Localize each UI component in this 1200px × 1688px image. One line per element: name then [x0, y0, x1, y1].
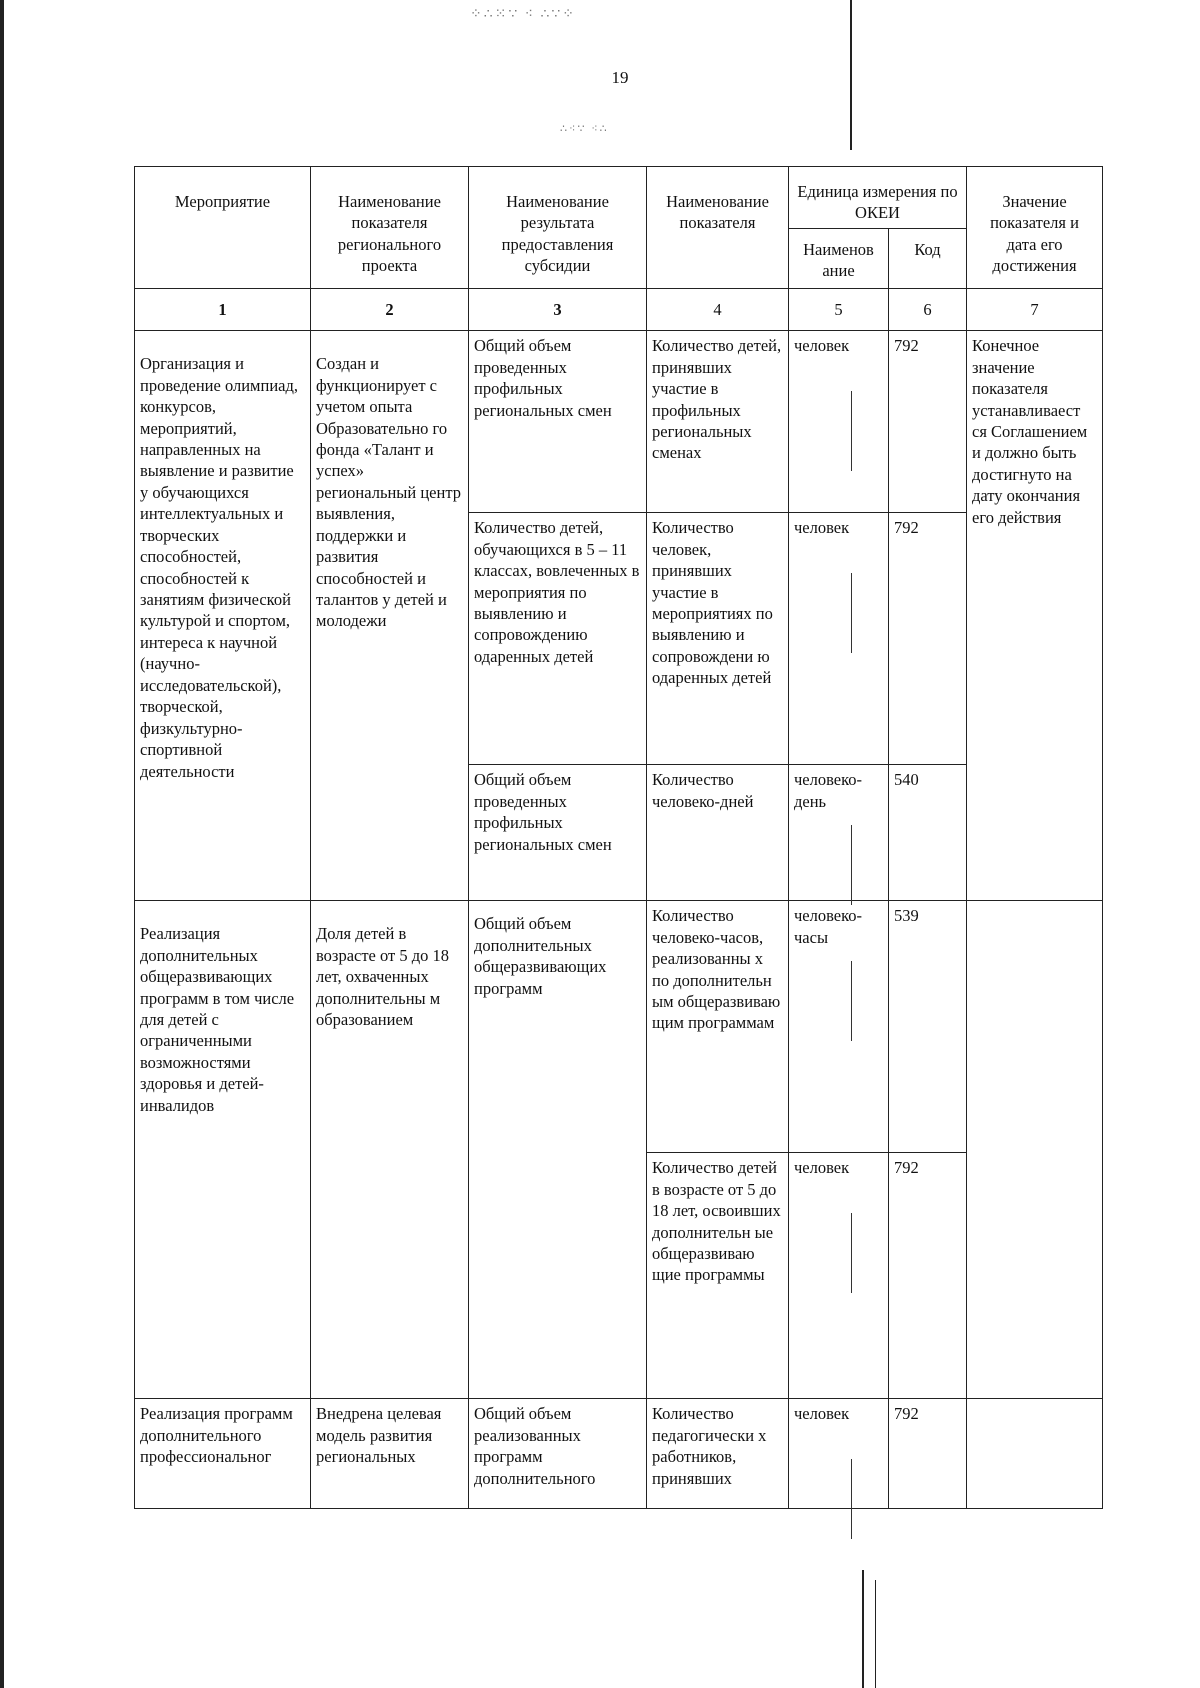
column-number: 4 [647, 288, 789, 330]
header-indicator-name: Наименование показателя [647, 167, 789, 289]
header-value-date: Значение показателя и дата его достижения [967, 167, 1103, 289]
unit-cell: человек [789, 331, 889, 513]
column-number: 3 [469, 288, 647, 330]
header-subsidy-result: Наименование результата предоставления субсидии [469, 167, 647, 289]
unit-cell: человек [789, 513, 889, 765]
column-number: 5 [789, 288, 889, 330]
unit-cell: человеко-часы [789, 901, 889, 1153]
header-event: Мероприятие [135, 167, 311, 289]
measure-cell: Количество детей в возрасте от 5 до 18 лет, освоивших дополнительн ые общеразвиваю щие программы [647, 1153, 789, 1399]
table-row [135, 331, 1103, 513]
code-cell: 792 [889, 513, 967, 765]
code-cell: 792 [889, 1153, 967, 1399]
header-unit-name: Наименов ание [789, 228, 889, 288]
measure-cell: Количество человеко-часов, реализованны х по дополнительн ым общеразвиваю щим программам [647, 901, 789, 1153]
scan-noise-mid: ∴⁖∵ ⁖∴ [560, 123, 609, 135]
scan-line-bottom-right-2 [875, 1580, 876, 1688]
column-number-row [135, 288, 1103, 330]
regional-indicator-cell: Доля детей в возрасте от 5 до 18 лет, охваченных дополнительны м образованием [311, 901, 469, 1399]
result-cell: Количество детей, обучающихся в 5 – 11 классах, вовлеченных в мероприятия по выявлению и сопровождению одаренных детей [469, 513, 647, 765]
event-cell: Реализация программ дополнительного профессиональног [135, 1399, 311, 1509]
header-unit-code: Код [889, 228, 967, 288]
table-row [135, 1399, 1103, 1509]
measure-cell: Количество детей, принявших участие в профильных региональных сменах [647, 331, 789, 513]
column-number: 6 [889, 288, 967, 330]
table-row [135, 901, 1103, 1153]
unit-cell: человек [789, 1153, 889, 1399]
page-number: 19 [611, 68, 629, 87]
code-cell: 539 [889, 901, 967, 1153]
unit-cell: человеко-день [789, 765, 889, 901]
code-cell: 792 [889, 331, 967, 513]
subsidy-table [134, 166, 1103, 1509]
code-cell: 540 [889, 765, 967, 901]
value-date-cell-empty [967, 1399, 1103, 1509]
header-okei-unit: Единица измерения по ОКЕИ [789, 167, 967, 229]
result-cell: Общий объем реализованных программ дополнительного [469, 1399, 647, 1509]
regional-indicator-cell: Создан и функционирует с учетом опыта Образовательно го фонда «Талант и успех» региональный центр выявления, поддержки и развития способностей и талантов у детей и молодежи [311, 331, 469, 901]
column-number: 2 [311, 288, 469, 330]
scan-line-bottom-right [862, 1570, 864, 1688]
header-regional-indicator: Наименование показателя регионального проекта [311, 167, 469, 289]
measure-cell: Количество человеко-дней [647, 765, 789, 901]
code-cell: 792 [889, 1399, 967, 1509]
value-date-cell-empty [967, 901, 1103, 1399]
event-cell: Организация и проведение олимпиад, конкурсов, мероприятий, направленных на выявление и развитие у обучающихся интеллектуальных и творческих способностей, способностей к занятиям физической культурой и спортом, интереса к научной (научно-исследовательской), творческой, физкультурно-спортивной деятельности [135, 331, 311, 901]
measure-cell: Количество человек, принявших участие в мероприятиях по выявлению и сопровождени ю одаренных детей [647, 513, 789, 765]
result-cell: Общий объем дополнительных общеразвивающих программ [469, 901, 647, 1399]
header-row [135, 167, 1103, 229]
result-cell: Общий объем проведенных профильных региональных смен [469, 765, 647, 901]
value-date-cell: Конечное значение показателя устанавливаест ся Соглашением и должно быть достигнуто на дату окончания его действия [967, 331, 1103, 901]
column-number: 7 [967, 288, 1103, 330]
event-cell: Реализация дополнительных общеразвивающих программ в том числе для детей с ограниченными возможностями здоровья и детей-инвалидов [135, 901, 311, 1399]
unit-cell: человек [789, 1399, 889, 1509]
result-cell: Общий объем проведенных профильных региональных смен [469, 331, 647, 513]
scan-noise-top: ⁘∴⁙∵ ⁖ ∴∵⁘ [470, 7, 577, 22]
measure-cell: Количество педагогически х работников, принявших [647, 1399, 789, 1509]
regional-indicator-cell: Внедрена целевая модель развития региональных [311, 1399, 469, 1509]
scan-border-left [0, 0, 4, 1688]
column-number: 1 [135, 288, 311, 330]
